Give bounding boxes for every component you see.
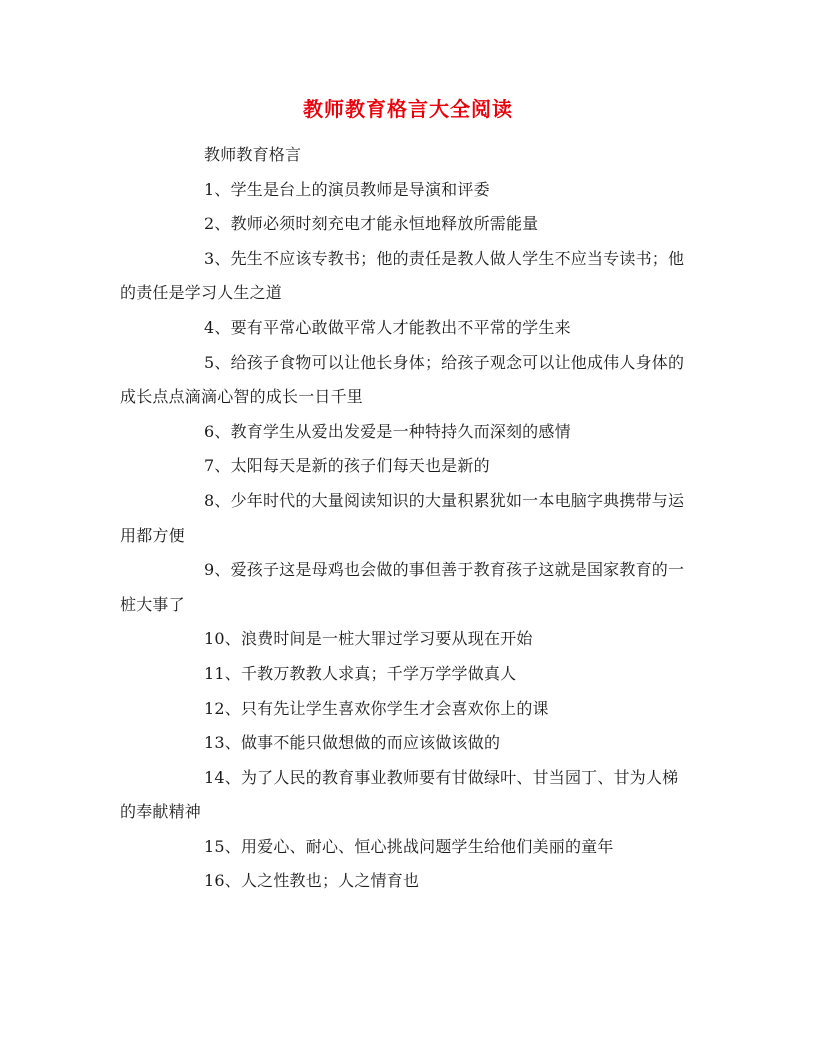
document-title: 教师教育格言大全阅读 <box>303 97 513 121</box>
paragraph-item: 4、要有平常心敢做平常人才能教出不平常的学生来 <box>204 317 571 337</box>
paragraph-item: 9、爱孩子这是母鸡也会做的事但善于教育孩子这就是国家教育的一桩大事了 <box>120 560 685 614</box>
paragraph-item: 16、人之性教也；人之情育也 <box>204 871 420 891</box>
paragraph-item: 5、给孩子食物可以让他长身体；给孩子观念可以让他成伟人身体的成长点点滴滴心智的成长一日千里 <box>120 352 685 407</box>
paragraph-item: 1、学生是台上的演员教师是导演和评委 <box>204 179 490 199</box>
paragraph-item: 6、教育学生从爱出发爱是一种特持久而深刻的感情 <box>204 421 571 441</box>
paragraph-item: 14、为了人民的教育事业教师要有甘做绿叶、甘当园丁、甘为人梯的奉献精神 <box>120 767 679 822</box>
paragraph-item: 2、教师必须时刻充电才能永恒地释放所需能量 <box>204 214 539 234</box>
paragraph-item: 13、做事不能只做想做的而应该做该做的 <box>204 733 501 753</box>
paragraph-item: 12、只有先让学生喜欢你学生才会喜欢你上的课 <box>204 698 549 718</box>
paragraph-heading: 教师教育格言 <box>204 145 302 164</box>
document-body <box>120 138 690 899</box>
paragraph-item: 10、浪费时间是一桩大罪过学习要从现在开始 <box>204 629 533 649</box>
paragraph-item: 3、先生不应该专教书；他的责任是教人做人学生不应当专读书；他的责任是学习人生之道 <box>120 248 685 303</box>
paragraph-item: 11、千教万教教人求真；千学万学学做真人 <box>204 663 517 683</box>
paragraph-item: 15、用爱心、耐心、恒心挑战问题学生给他们美丽的童年 <box>204 836 614 856</box>
paragraph-item: 8、少年时代的大量阅读知识的大量积累犹如一本电脑字典携带与运用都方便 <box>120 490 685 545</box>
paragraph-item: 7、太阳每天是新的孩子们每天也是新的 <box>204 456 490 476</box>
